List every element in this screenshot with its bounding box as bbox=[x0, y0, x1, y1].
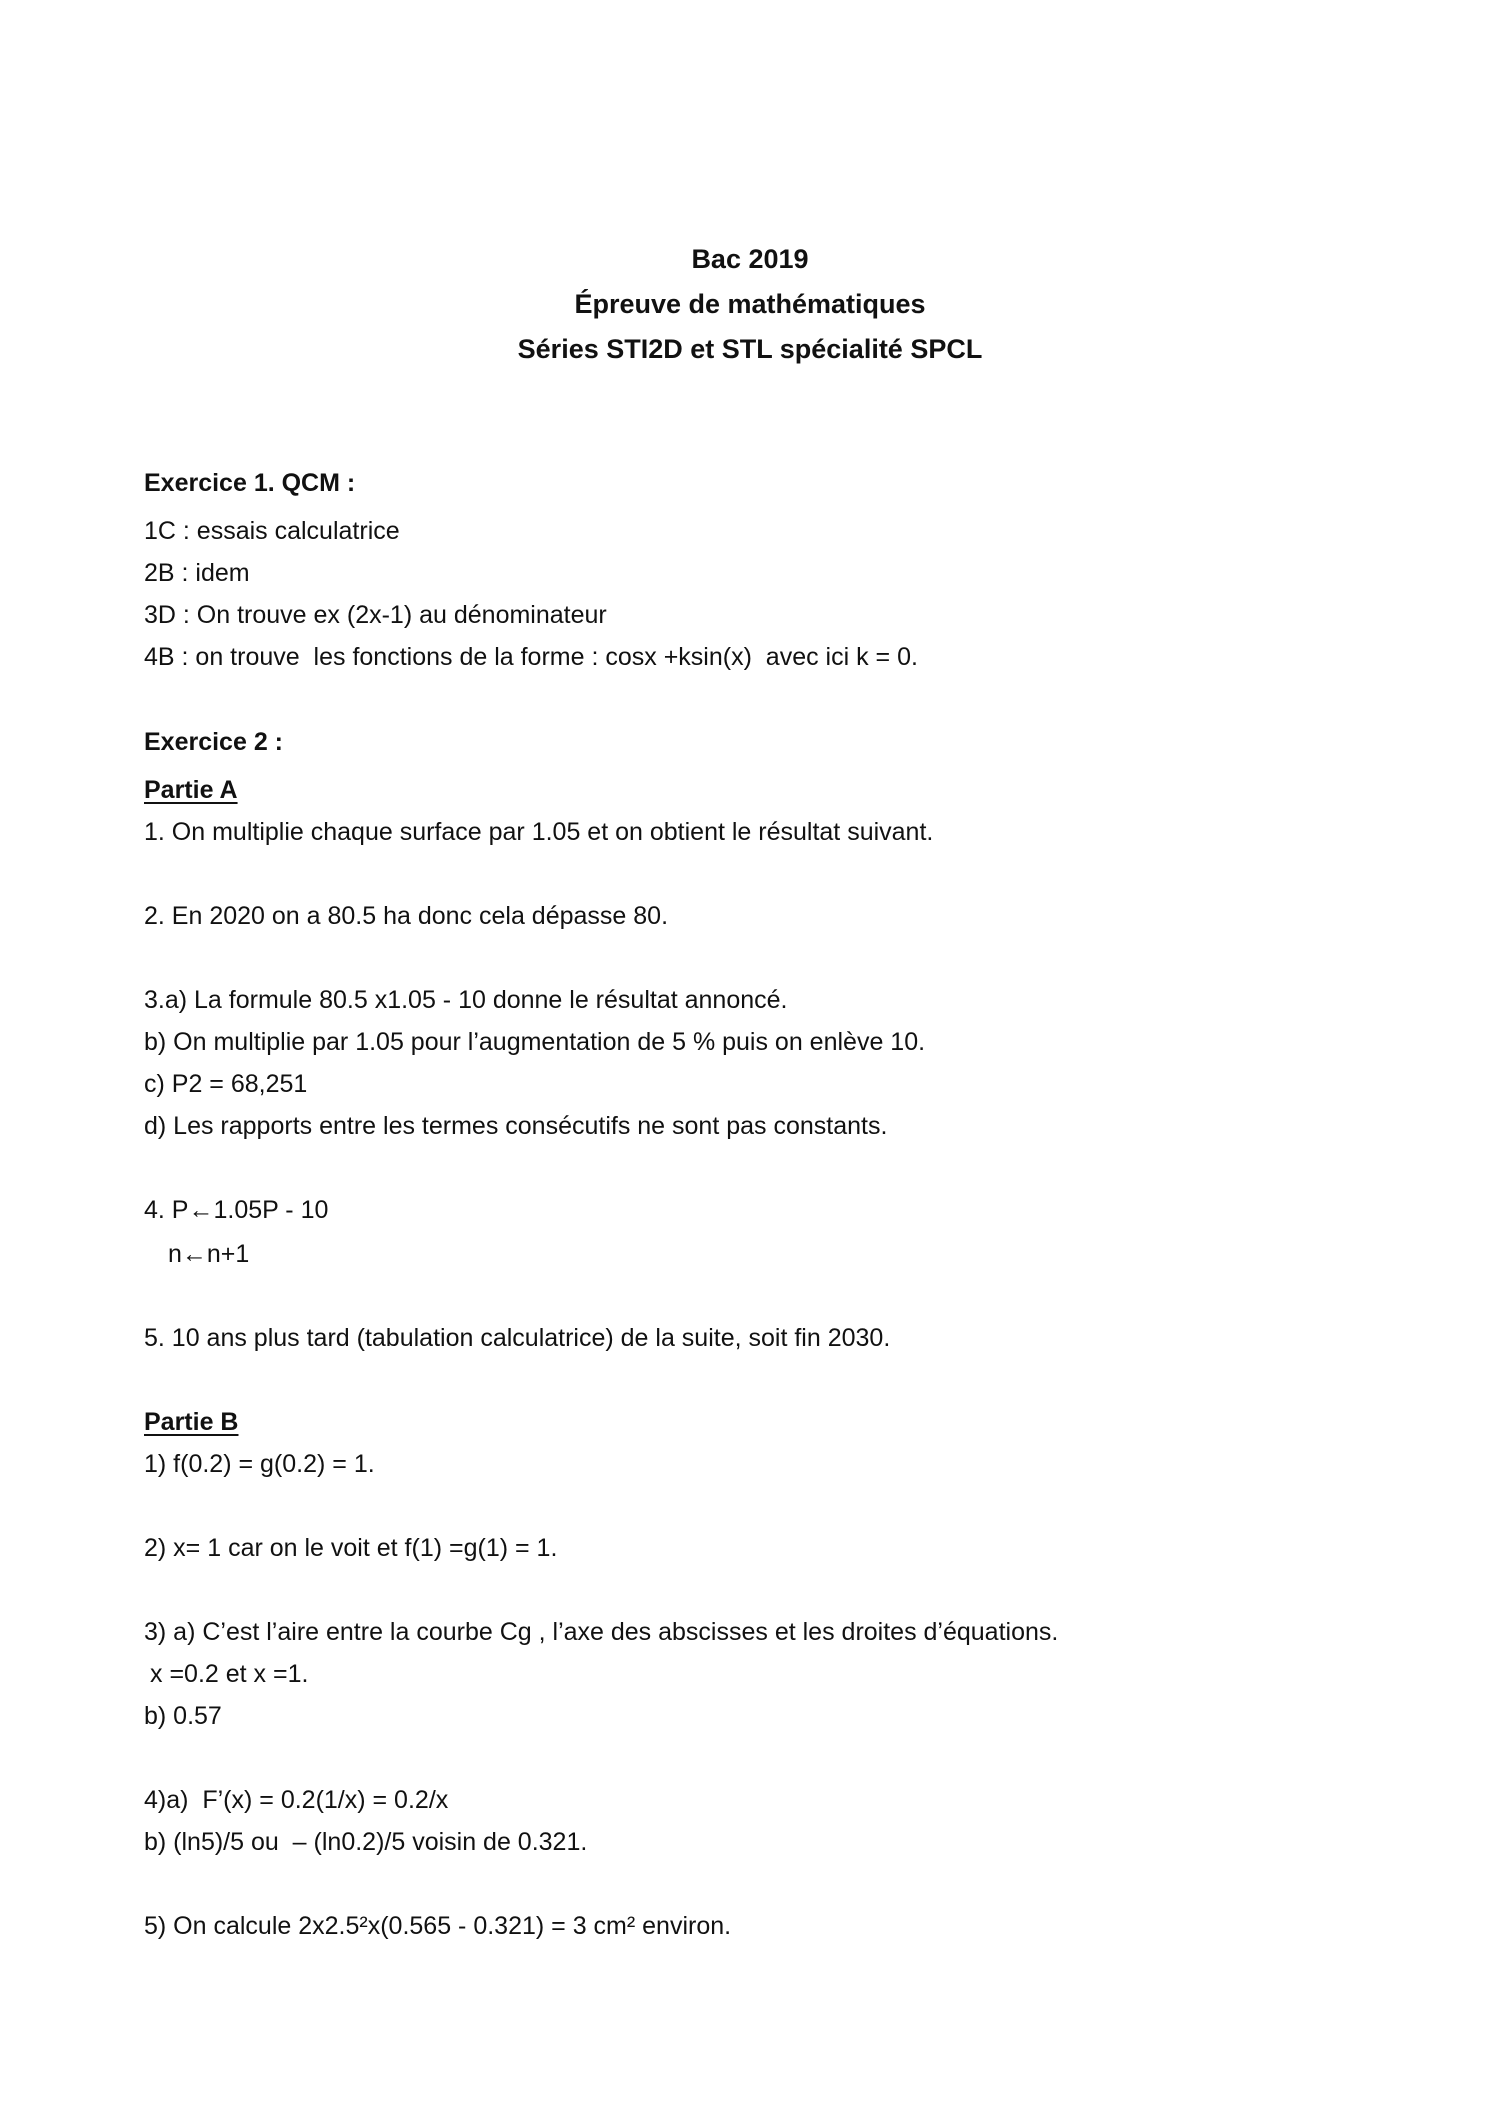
part-a-q1: 1. On multiplie chaque surface par 1.05 et on obtient le résultat suivant. bbox=[144, 818, 934, 846]
part-b-q5: 5) On calcule 2x2.5²x(0.565 - 0.321) = 3 cm² environ. bbox=[144, 1912, 732, 1940]
part-a-q3d: d) Les rapports entre les termes consécutifs ne sont pas constants. bbox=[144, 1112, 888, 1140]
part-b-q3a: 3) a) C’est l’aire entre la courbe Cg , l’axe des abscisses et les droites d’équations. bbox=[144, 1618, 1059, 1646]
doc-title-subject: Épreuve de mathématiques bbox=[574, 289, 926, 319]
ex1-answer-3: 3D : On trouve ex (2x-1) au dénominateur bbox=[144, 601, 607, 629]
part-a-q2: 2. En 2020 on a 80.5 ha donc cela dépasse 80. bbox=[144, 902, 669, 930]
part-b-heading: Partie B bbox=[144, 1408, 239, 1436]
ex1-answer-4: 4B : on trouve les fonctions de la forme : cosx +ksin(x) avec ici k = 0. bbox=[144, 643, 918, 671]
exercise-2-heading: Exercice 2 : bbox=[144, 728, 283, 756]
doc-title-series: Séries STI2D et STL spécialité SPCL bbox=[517, 334, 983, 364]
part-b-q3a-cont: x =0.2 et x =1. bbox=[150, 1660, 309, 1688]
part-b-q1: 1) f(0.2) = g(0.2) = 1. bbox=[144, 1450, 375, 1478]
doc-title-year: Bac 2019 bbox=[691, 244, 809, 274]
part-b-q4a: 4)a) F’(x) = 0.2(1/x) = 0.2/x bbox=[144, 1786, 449, 1814]
part-b-q2: 2) x= 1 car on le voit et f(1) =g(1) = 1. bbox=[144, 1534, 558, 1562]
part-a-q5: 5. 10 ans plus tard (tabulation calculatrice) de la suite, soit fin 2030. bbox=[144, 1324, 891, 1352]
part-a-q4-line1: 4. P←1.05P - 10 bbox=[144, 1196, 329, 1224]
part-a-q4-line2: n←n+1 bbox=[168, 1240, 250, 1268]
part-a-q3a: 3.a) La formule 80.5 x1.05 - 10 donne le résultat annoncé. bbox=[144, 986, 788, 1014]
exercise-1-heading: Exercice 1. QCM : bbox=[144, 469, 356, 497]
part-a-q3b: b) On multiplie par 1.05 pour l’augmentation de 5 % puis on enlève 10. bbox=[144, 1028, 926, 1056]
part-b-q4b: b) (ln5)/5 ou – (ln0.2)/5 voisin de 0.321. bbox=[144, 1828, 588, 1856]
part-a-q3c: c) P2 = 68,251 bbox=[144, 1070, 308, 1098]
ex1-answer-1: 1C : essais calculatrice bbox=[144, 517, 400, 545]
ex1-answer-2: 2B : idem bbox=[144, 559, 250, 587]
part-b-q3b: b) 0.57 bbox=[144, 1702, 222, 1730]
part-a-heading: Partie A bbox=[144, 776, 238, 804]
